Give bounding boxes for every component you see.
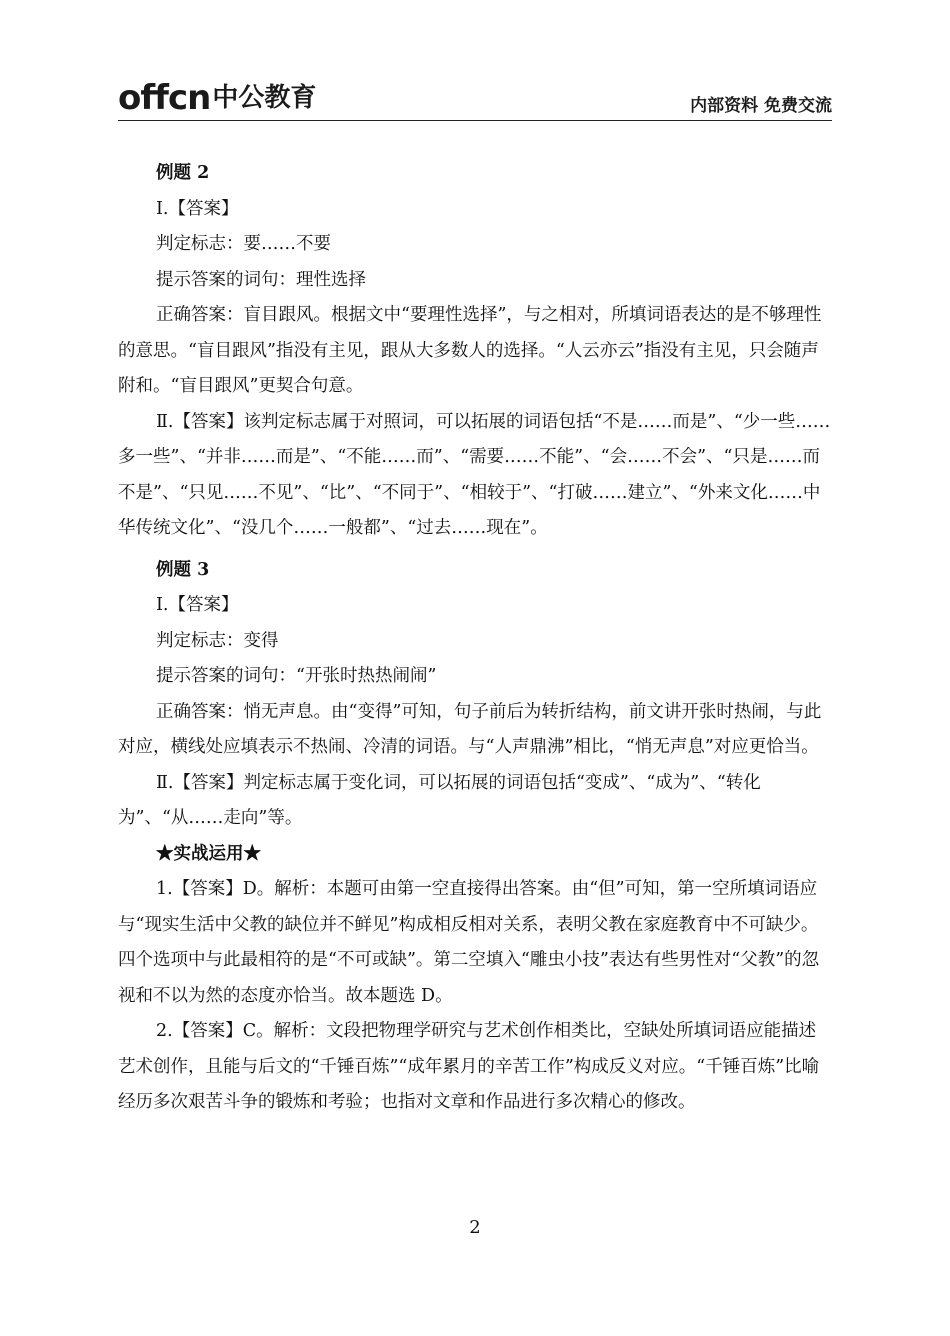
example2-part1-label: Ⅰ.【答案】 [156, 198, 239, 219]
example3-title: 例题 3 [156, 559, 210, 580]
page-number: 2 [469, 1217, 481, 1238]
example2-part2: Ⅱ.【答案】该判定标志属于对照词，可以拓展的词语包括“不是……而是”、“少一些……多一些”、“并非……而是”、“不能……而”、“需要……不能”、“会……不会”、“只是……而不是”、“只见……不见”、“比”、“不同于”、“相较于”、“打破……建立”、“外来文化……中华传统文化”、“没几个……一般都”、“过去……现在”。 [118, 411, 831, 538]
page-header [118, 80, 832, 121]
example2-title: 例题 2 [156, 163, 210, 183]
logo-text-cn: 中公教育 [212, 83, 317, 113]
example3-part1-label: Ⅰ.【答案】 [156, 595, 239, 615]
example3-marker: 判定标志：变得 [156, 630, 279, 651]
header-note: 内部资料 免费交流 [690, 96, 832, 116]
example3-answer: 正确答案：悄无声息。由“变得”可知，句子前后为转折结构，前文讲开张时热闹，与此对应，横线处应填表示不热闹、冷清的词语。与“人声鼎沸”相比，“悄无声息”对应更恰当。 [118, 701, 822, 757]
example2-hint: 提示答案的词句：理性选择 [156, 269, 366, 290]
document-body [118, 156, 832, 1121]
practice-q1: 1.【答案】D。解析：本题可由第一空直接得出答案。由“但”可知，第一空所填词语应与“现实生活中父教的缺位并不鲜见”构成相反相对关系，表明父教在家庭教育中不可缺少。四个选项中与此最相符的是“不可或缺”。第二空填入“雕虫小技”表达有些男性对“父教”的忽视和不以为然的态度亦恰当。故本题选 D。 [118, 879, 820, 1006]
example2-marker: 判定标志：要……不要 [156, 234, 331, 254]
example3-part2: Ⅱ.【答案】判定标志属于变化词，可以拓展的词语包括“变成”、“成为”、“转化为”、“从……走向”等。 [118, 772, 761, 828]
example2-answer: 正确答案：盲目跟风。根据文中“要理性选择”，与之相对，所填词语表达的是不够理性的意思。“盲目跟风”指没有主见，跟从大多数人的选择。“人云亦云”指没有主见，只会随声附和。“盲目跟风”更契合句意。 [118, 305, 822, 396]
practice-q2: 2.【答案】C。解析：文段把物理学研究与艺术创作相类比，空缺处所填词语应能描述艺术创作，且能与后文的“千锤百炼”“成年累月的辛苦工作”构成反义对应。“千锤百炼”比喻经历多次艰苦斗争的锻炼和考验；也指对文章和作品进行多次精心的修改。 [118, 1021, 820, 1112]
offcn-logo [118, 80, 316, 116]
example3-hint: 提示答案的词句：“开张时热热闹闹” [156, 666, 437, 686]
practice-title: ★实战运用★ [156, 843, 261, 864]
logo-text-en: offcn [118, 78, 211, 118]
